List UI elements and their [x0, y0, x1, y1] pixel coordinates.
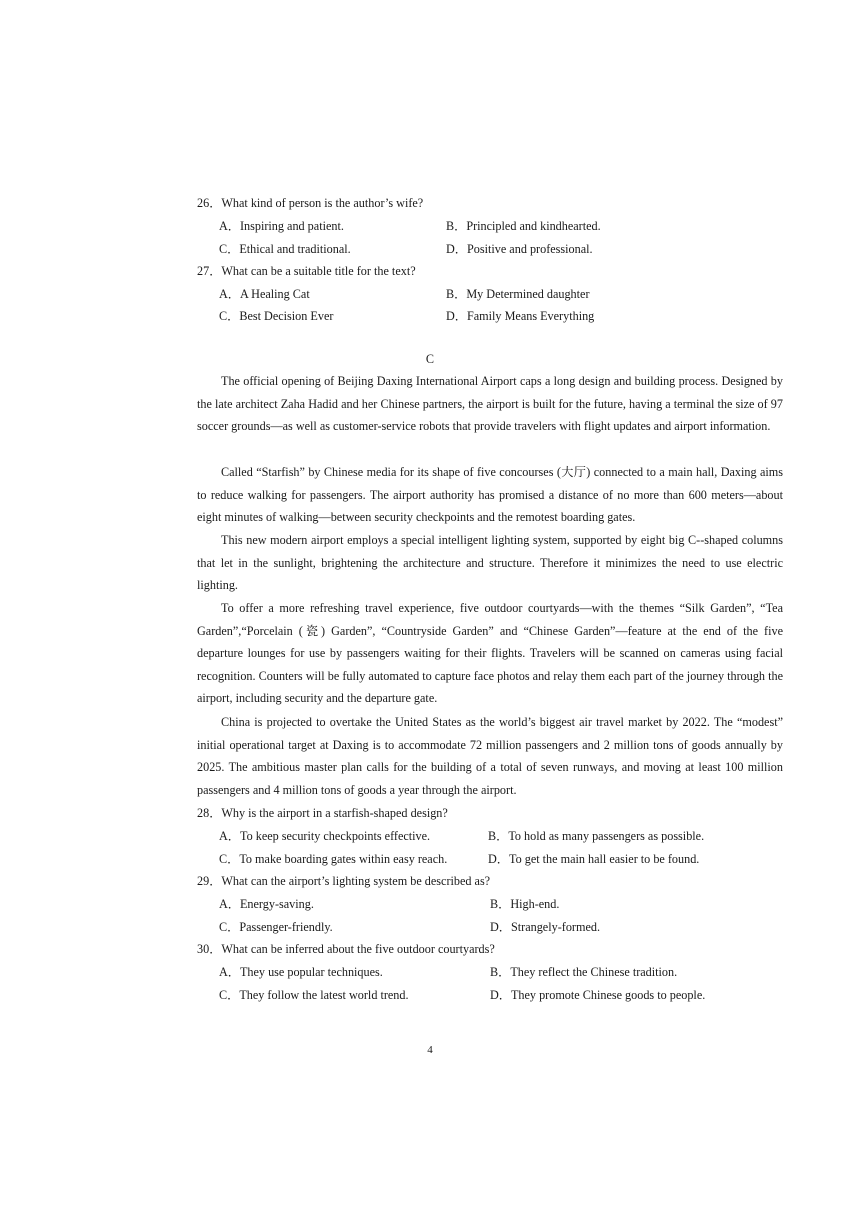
question-29-option-a: A．Energy-saving.	[219, 897, 314, 911]
question-30-option-d: D．They promote Chinese goods to people.	[490, 988, 706, 1002]
question-28-stem: 28．Why is the airport in a starfish-shaped design?	[197, 806, 448, 820]
question-30-option-c: C．They follow the latest world trend.	[219, 988, 409, 1002]
question-27-stem: 27．What can be a suitable title for the text?	[197, 264, 416, 278]
question-27-option-a: A．A Healing Cat	[219, 287, 310, 301]
question-29-option-c: C．Passenger-friendly.	[219, 920, 333, 934]
question-26-option-c: C．Ethical and traditional.	[219, 242, 351, 256]
passage-paragraph: This new modern airport employs a special intelligent lighting system, supported by eight big C--shaped columns that let in the sunlight, brightening the architecture and structure. Therefore it minimizes the need to use electric lighting.	[197, 533, 783, 593]
section-label: C	[425, 352, 435, 366]
question-26-stem: 26．What kind of person is the author’s wife?	[197, 196, 424, 210]
question-26-option-d: D．Positive and professional.	[446, 242, 593, 256]
page-number: 4	[427, 1044, 433, 1056]
question-26-option-a: A．Inspiring and patient.	[219, 219, 344, 233]
passage-paragraph: The official opening of Beijing Daxing International Airport caps a long design and building process. Designed by the late architect Zaha Hadid and her Chinese partners, the airport is built for the future, having a terminal the size of 97 soccer grounds—as well as customer-service robots that provide travelers with flight updates and airport information.	[197, 374, 783, 434]
question-28-option-b: B．To hold as many passengers as possible.	[488, 829, 705, 843]
question-29-option-b: B．High-end.	[490, 897, 560, 911]
question-29-option-d: D．Strangely-formed.	[490, 920, 600, 934]
question-27-option-c: C．Best Decision Ever	[219, 309, 334, 323]
passage-paragraph: Called “Starfish” by Chinese media for its shape of five concourses (大厅) connected to a main hall, Daxing aims to reduce walking for passengers. The airport authority has promised a distance of no more than 600 meters—about eight minutes of walking—between security checkpoints and the remotest boarding gates.	[197, 465, 783, 525]
question-26-option-b: B．Principled and kindhearted.	[446, 219, 601, 233]
question-30-stem: 30．What can be inferred about the five outdoor courtyards?	[197, 942, 495, 956]
question-27-option-d: D．Family Means Everything	[446, 309, 595, 323]
passage-paragraph: To offer a more refreshing travel experience, five outdoor courtyards—with the themes “Silk Garden”, “Tea Garden”,“Porcelain (瓷) Garden”, “Countryside Garden” and “Chinese Garden”—feature at the end of the five departure lounges for use by passengers waiting for their flights. Travelers will be scanned on cameras using facial recognition. Counters will be fully automated to capture face photos and relay them each part of the journey through the airport, including security and the departure gate.	[197, 601, 783, 706]
question-30-option-b: B．They reflect the Chinese tradition.	[490, 965, 678, 979]
question-27-option-b: B．My Determined daughter	[446, 287, 590, 301]
passage-paragraph: China is projected to overtake the United States as the world’s biggest air travel market by 2022. The “modest” initial operational target at Daxing is to accommodate 72 million passengers and 2 million tons of goods annually by 2025. The ambitious master plan calls for the building of a total of seven runways, and moving at least 100 million passengers and 4 million tons of goods a year through the airport.	[197, 715, 783, 797]
question-28-option-d: D．To get the main hall easier to be found.	[488, 852, 700, 866]
question-29-stem: 29．What can the airport’s lighting system be described as?	[197, 874, 491, 888]
question-30-option-a: A．They use popular techniques.	[219, 965, 383, 979]
question-28-option-c: C．To make boarding gates within easy reach.	[219, 852, 448, 866]
question-28-option-a: A．To keep security checkpoints effective.	[219, 829, 431, 843]
